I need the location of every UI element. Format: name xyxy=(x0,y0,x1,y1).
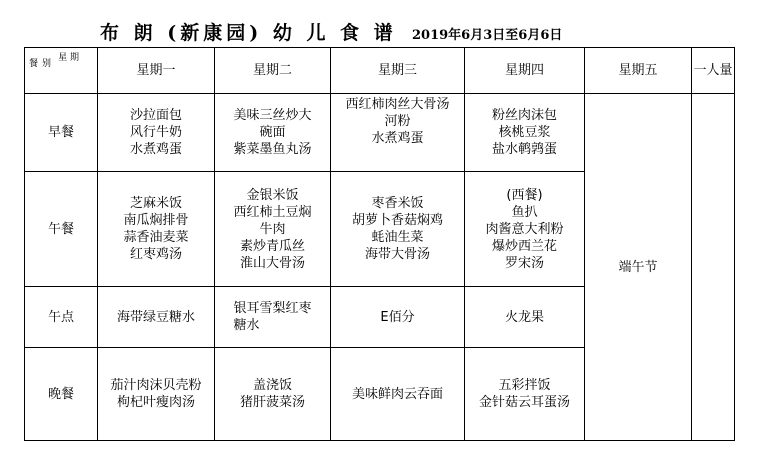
dish-item: 盐水鹌鹑蛋 xyxy=(491,142,557,157)
dish-item: 茄汁肉沫贝壳粉 xyxy=(110,378,202,393)
meal-label-snack: 午点 xyxy=(25,287,98,348)
dish-item: 紫菜墨鱼丸汤 xyxy=(233,142,312,157)
breakfast-row xyxy=(25,94,735,172)
lunch-mon xyxy=(98,172,215,287)
dish-item: 火龙果 xyxy=(504,309,544,325)
breakfast-wed xyxy=(331,94,465,172)
dish-item: 淮山大骨汤 xyxy=(239,255,305,271)
dish-item: 海带绿豆糖水 xyxy=(116,309,195,325)
dish-item: 水煮鸡蛋 xyxy=(371,131,424,146)
dish-item: 河粉 xyxy=(384,114,411,129)
day-header-wed: 星期三 xyxy=(331,48,465,94)
dish-item: 碗面 xyxy=(259,125,286,140)
breakfast-tue xyxy=(215,94,331,172)
per-person-cell xyxy=(692,94,735,441)
day-header-tue: 星期二 xyxy=(215,48,331,94)
meal-label-breakfast: 早餐 xyxy=(25,94,98,172)
day-header-mon: 星期一 xyxy=(98,48,215,94)
menu-title: 布 朗 (新康园) 幼 儿 食 谱 xyxy=(100,22,397,44)
dish-item: 美味三丝炒大 xyxy=(233,108,312,123)
dish-item: 沙拉面包 xyxy=(129,108,182,123)
dish-item: 金银米饭 xyxy=(246,187,299,203)
day-header-fri: 星期五 xyxy=(585,48,692,94)
corner-cell xyxy=(25,48,98,94)
dish-item: 爆炒西兰花 xyxy=(491,238,557,254)
dish-item: 蒜香油麦菜 xyxy=(123,230,189,245)
snack-wed xyxy=(331,287,465,348)
corner-weekday-label: 星 期 xyxy=(58,53,79,63)
dish-item: 猪肝菠菜汤 xyxy=(239,395,305,410)
lunch-wed xyxy=(331,172,465,287)
dish-item: 素炒青瓜丝 xyxy=(239,238,305,254)
corner-meal-label: 餐别 xyxy=(29,59,56,69)
dish-item: 金针菇云耳蛋汤 xyxy=(478,395,570,410)
snack-thu xyxy=(465,287,585,348)
day-header-thu: 星期四 xyxy=(465,48,585,94)
dish-item: 盖浇饭 xyxy=(252,378,292,393)
dish-item: 美味鲜肉云吞面 xyxy=(351,386,443,402)
dish-item: 核桃豆浆 xyxy=(498,125,551,140)
dish-item: 银耳雪梨红枣 xyxy=(233,301,312,316)
dinner-tue xyxy=(215,348,331,441)
dish-item: 风行牛奶 xyxy=(129,125,182,140)
dish-item: 海带大骨汤 xyxy=(364,247,430,262)
breakfast-mon xyxy=(98,94,215,172)
friday-holiday: 端午节 xyxy=(585,94,692,441)
lunch-thu xyxy=(465,172,585,287)
dish-item: 胡萝卜香菇焖鸡 xyxy=(351,213,443,228)
dish-item: 南瓜焖排骨 xyxy=(123,213,189,228)
date-range: 2019年6月3日至6月6日 xyxy=(412,28,563,43)
dish-item: 肉酱意大利粉 xyxy=(485,221,564,237)
dish-item: 蚝油生菜 xyxy=(371,230,424,245)
dish-item: E佰分 xyxy=(380,309,415,325)
dinner-thu xyxy=(465,348,585,441)
snack-mon xyxy=(98,287,215,348)
dish-item: 枸杞叶瘦肉汤 xyxy=(116,395,195,410)
header-row xyxy=(25,48,735,94)
dish-item: (西餐) xyxy=(506,187,543,203)
snack-tue xyxy=(215,287,331,348)
dish-item: 牛肉 xyxy=(259,221,286,237)
dinner-mon xyxy=(98,348,215,441)
dish-item: 西红柿肉丝大骨汤 xyxy=(345,97,450,112)
meal-label-lunch: 午餐 xyxy=(25,172,98,287)
per-person-header: 一人量 xyxy=(692,48,735,94)
dish-item: 粉丝肉沫包 xyxy=(491,108,557,123)
breakfast-thu xyxy=(465,94,585,172)
dish-item: 芝麻米饭 xyxy=(129,196,182,211)
meal-label-dinner: 晚餐 xyxy=(25,348,98,441)
dish-item: 枣香米饭 xyxy=(371,196,424,211)
dish-item: 罗宋汤 xyxy=(504,255,544,271)
dish-item: 水煮鸡蛋 xyxy=(129,142,182,157)
dish-item: 糖水 xyxy=(233,318,260,333)
dinner-wed xyxy=(331,348,465,441)
lunch-tue xyxy=(215,172,331,287)
dish-item: 西红柿土豆焖 xyxy=(233,204,312,220)
menu-table xyxy=(24,47,735,441)
dish-item: 五彩拌饭 xyxy=(498,378,551,393)
dish-item: 红枣鸡汤 xyxy=(129,247,182,262)
dish-item: 鱼扒 xyxy=(511,204,538,220)
